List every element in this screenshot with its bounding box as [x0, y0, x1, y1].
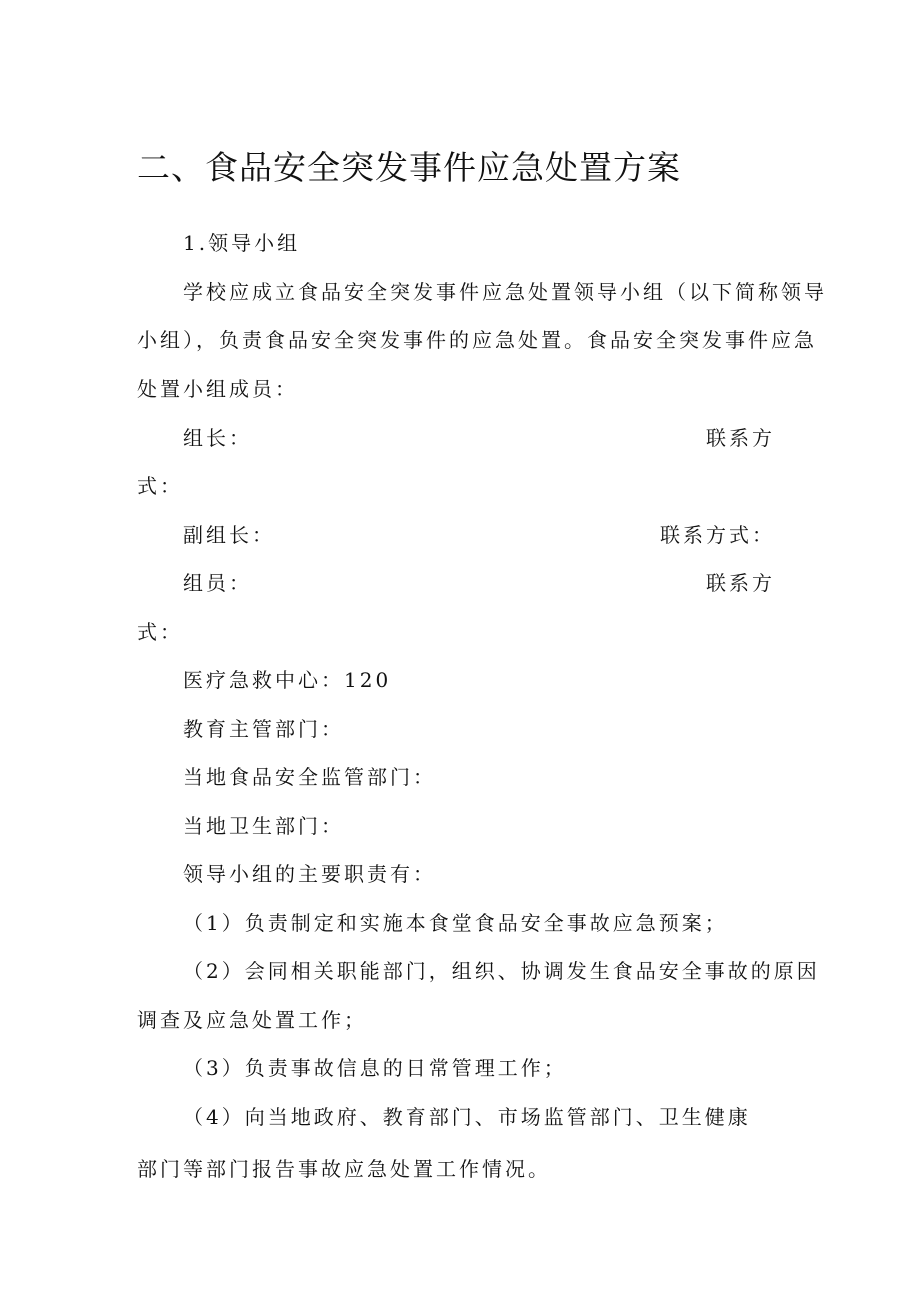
document-title: 二、食品安全突发事件应急处置方案: [137, 148, 681, 187]
deputy-contact-label: 联系方式：: [660, 523, 775, 547]
leader-label: 组长：: [183, 426, 252, 450]
duty-item-2-line-1: （2）会同相关职能部门，组织、协调发生食品安全事故的原因: [183, 959, 820, 983]
duties-heading: 领导小组的主要职责有：: [183, 862, 436, 886]
intro-paragraph-line-3: 处置小组成员：: [137, 377, 298, 401]
section-heading-leadership-group: 1.领导小组: [183, 231, 301, 255]
deputy-leader-label: 副组长：: [183, 523, 275, 547]
leader-contact-label-wrap: 式：: [137, 474, 183, 498]
member-label: 组员：: [183, 571, 252, 595]
leader-contact-label: 联系方: [706, 426, 775, 450]
intro-paragraph-line-1: 学校应成立食品安全突发事件应急处置领导小组（以下简称领导: [183, 280, 827, 304]
member-contact-label-wrap: 式：: [137, 620, 183, 644]
duty-item-4-line-1: （4）向当地政府、教育部门、市场监管部门、卫生健康: [183, 1105, 751, 1129]
emergency-center-line: 医疗急救中心：120: [183, 668, 392, 692]
duty-item-3: （3）负责事故信息的日常管理工作；: [183, 1056, 567, 1080]
duty-item-1: （1）负责制定和实施本食堂食品安全事故应急预案；: [183, 911, 728, 935]
member-contact-label: 联系方: [706, 571, 775, 595]
intro-paragraph-line-2: 小组），负责食品安全突发事件的应急处置。食品安全突发事件应急: [137, 328, 817, 352]
duty-item-2-line-2: 调查及应急处置工作；: [137, 1008, 367, 1032]
duty-item-4-line-2: 部门等部门报告事故应急处置工作情况。: [137, 1157, 551, 1181]
food-safety-dept-line: 当地食品安全监管部门：: [183, 765, 436, 789]
health-dept-line: 当地卫生部门：: [183, 814, 344, 838]
education-dept-line: 教育主管部门：: [183, 717, 344, 741]
